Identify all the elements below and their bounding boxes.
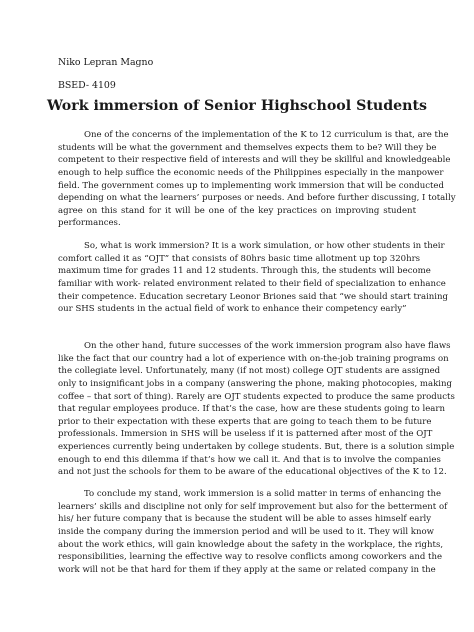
author-name: Niko Lepran Magno: [58, 57, 154, 68]
paragraph-line: agree on this stand for it will be one of the key practices on improving student: [58, 205, 416, 216]
paragraph-line: work will not be that hard for them if they apply at the same or related company in the: [58, 564, 436, 575]
paragraph-line: our SHS students in the actual field of work to enhance their competency early”: [58, 304, 407, 315]
paragraph-line: responsibilities, learning the effective way to resolve conflicts among coworkers and the: [58, 552, 443, 563]
paragraph-line: inside the company during the immersion period and will be used to it. They will know: [58, 526, 434, 537]
paragraph-line: the collegiate level. Unfortunately, many (if not most) college OJT students are assigned: [58, 366, 441, 377]
paragraph-line: enough to help suffice the economic needs of the Philippines especially in the manpower: [58, 167, 444, 178]
paragraph-line: coffee – that sort of thing). Rarely are OJT students expected to produce the same products: [58, 391, 455, 402]
paragraph-line: To conclude my stand, work immersion is a solid matter in terms of enhancing the: [84, 489, 442, 499]
paragraph-line: his/ her future company that is because the student will be able to asses himself early: [58, 514, 432, 525]
paragraph-line: So, what is work immersion? It is a work simulation, or how other students in their: [84, 241, 445, 251]
paragraph-line: learners’ skills and discipline not only for self improvement but also for the betterment of: [58, 501, 448, 512]
paragraph-line: competent to their respective field of interests and will they be skillful and knowledgeable: [58, 155, 451, 166]
document-title: Work immersion of Senior Highschool Students: [47, 98, 427, 114]
paragraph-line: One of the concerns of the implementation of the K to 12 curriculum is that, are the: [84, 130, 449, 140]
paragraph-line: students will be what the government and themselves expects them to be? Will they be: [58, 142, 437, 153]
paragraph-line: experiences currently being undertaken by college students. But, there is a solution simple: [58, 442, 455, 452]
paragraph-line: their competence. Education secretary Leonor Briones said that “we should start training: [58, 291, 449, 302]
paragraph-line: that regular employees produce. If that’s the case, how are these students going to learn: [58, 404, 445, 415]
paragraph-line: about the work ethics, will gain knowledge about the safety in the workplace, the rights,: [58, 539, 444, 550]
paragraph-line: only to insignificant jobs in a company (answering the phone, making photocopies, making: [58, 378, 452, 389]
paragraph-line: On the other hand, future successes of the work immersion program also have flaws: [84, 341, 451, 351]
paragraph-line: performances.: [58, 218, 121, 229]
paragraph-line: familiar with work- related environment related to their field of specialization to enhance: [58, 278, 446, 289]
course-section: BSED- 4109: [58, 80, 116, 91]
paragraph-line: like the fact that our country had a lot of experience with on-the-job training programs on: [58, 353, 449, 364]
paragraph-line: and not just the schools for them to be aware of the educational objectives of the K to 12.: [58, 467, 447, 478]
paragraph-line: comfort called it as “OJT” that consists of 80hrs basic time allotment up top 320hrs: [58, 253, 421, 264]
paragraph-line: maximum time for grades 11 and 12 students. Through this, the students will become: [58, 266, 431, 277]
paragraph-line: depending on what the learners’ purposes or needs. And before further discussing, I totally: [58, 193, 456, 204]
paragraph-line: field. The government comes up to implementing work immersion that will be conducted: [58, 180, 444, 191]
paragraph-line: prior to their expectation with these experts that are going to teach them to be future: [58, 416, 432, 427]
paragraph-line: professionals. Immersion in SHS will be useless if it is patterned after most of the OJT: [58, 429, 433, 440]
paragraph-line: enough to end this dilemma if that’s how we call it. And that is to involve the companies: [58, 454, 441, 465]
